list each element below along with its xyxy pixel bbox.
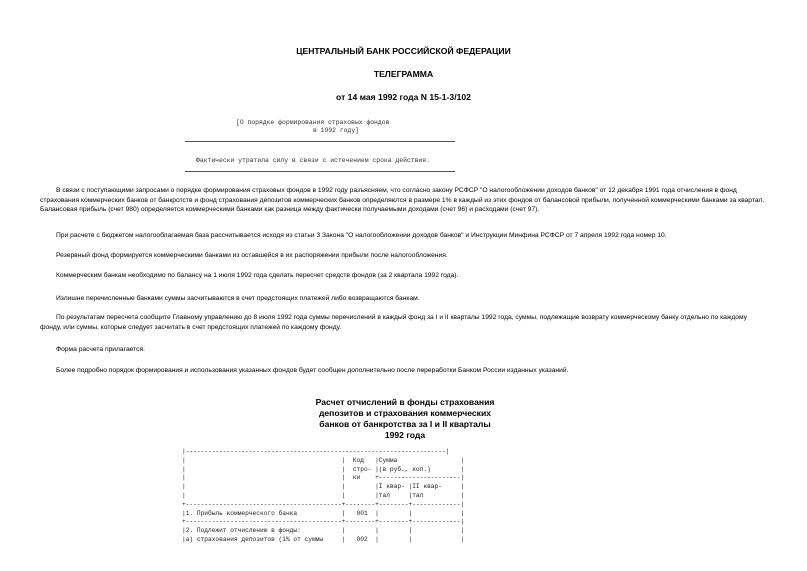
status-note: Фактически утратила силу в связи с истечением срока действия. <box>196 157 430 164</box>
paragraph-5: Излишне перечисленные банками суммы засчитываются в счет предстоящих платежей либо возвращаются банкам. <box>56 295 420 302</box>
table-title-line-1: Расчет отчислений в фонды страхования <box>315 397 495 407</box>
subject-line-1: [О порядке формирования страховых фондов <box>236 119 390 126</box>
paragraph-1: В связи с поступающими запросами о порядке формирования страховых фондов в 1992 году разъясняем, что согласно закону РСФСР "О налогообложении доходов банков" от 12 декабря 1991 года отчисления в фонд страхования коммерческих банков от банкротств и фонд страхования депозитов коммерческих банков определяются в размере 1% в каждый из этих фондов от балансовой прибыли, полученной коммерческими банками за квартал. Балансовая прибыль (счет 980) определяется коммерческими банками как разница между фактически получаемыми доходами (счет 96) и расходами (счет 97). <box>40 187 765 214</box>
paragraph-7: Форма расчета прилагается. <box>56 346 145 353</box>
paragraph-8: Более подробно порядок формирования и использования указанных фондов будет сообщен дополнительно после переработки Банком России изданных указаний. <box>56 367 569 374</box>
paragraph-4: Коммерческим банкам необходимо по балансу на 1 июля 1992 года сделать пересчет средств фондов (за 2 квартала 1992 года). <box>56 272 459 279</box>
paragraph-2: При расчете с бюджетом налогооблагаемая база рассчитывается исходя из статьи 3 Закона "О налогообложении доходов банков" и Инструкции Минфина РСФСР от 7 апреля 1992 года номер 10. <box>56 232 667 239</box>
calculation-table: |----------------------------------------------------------------------| | | Код |Сумма | | | стро- |(в руб., коп.) | | | ки +----------------------| | | |I квар- |II квар- | | | |тал |тал | +------------------------------------------+--------+--------+-------------| |1. Прибыль коммерческого банка | 001 | | | +------------------------------------------+--------+--------+-------------| |2. Подлежит отчислению в фонды: | | | | |а) страхования депозитов (1% от суммы | 002 | | | <box>182 448 465 543</box>
org-title: ЦЕНТРАЛЬНЫЙ БАНК РОССИЙСКОЙ ФЕДЕРАЦИИ <box>296 46 511 56</box>
divider-bottom <box>185 171 455 172</box>
paragraph-6: По результатам пересчета сообщите Главному управлению до 8 июля 1992 года суммы перечислений в каждый фонд за I и II кварталы 1992 года, суммы, подлежащие возврату коммерческому банку отдельно по каждому фонду, или суммы, которые следует засчитать в счет предстоящих платежей по каждому фонду. <box>40 314 747 331</box>
subject-line-2: в 1992 году] <box>313 127 360 134</box>
table-title-line-2: депозитов и страхования коммерческих <box>318 408 492 418</box>
table-title-line-3: банков от банкротства за I и II кварталы <box>319 419 491 429</box>
divider-top <box>185 141 455 142</box>
doc-type: ТЕЛЕГРАММА <box>373 69 434 79</box>
table-title-line-4: 1992 года <box>384 430 426 440</box>
date-line: от 14 мая 1992 года N 15-1-3/102 <box>336 92 471 102</box>
paragraph-3: Резервный фонд формируется коммерческими банками из оставшейся в их распоряжении прибыли после налогообложения. <box>56 252 448 259</box>
